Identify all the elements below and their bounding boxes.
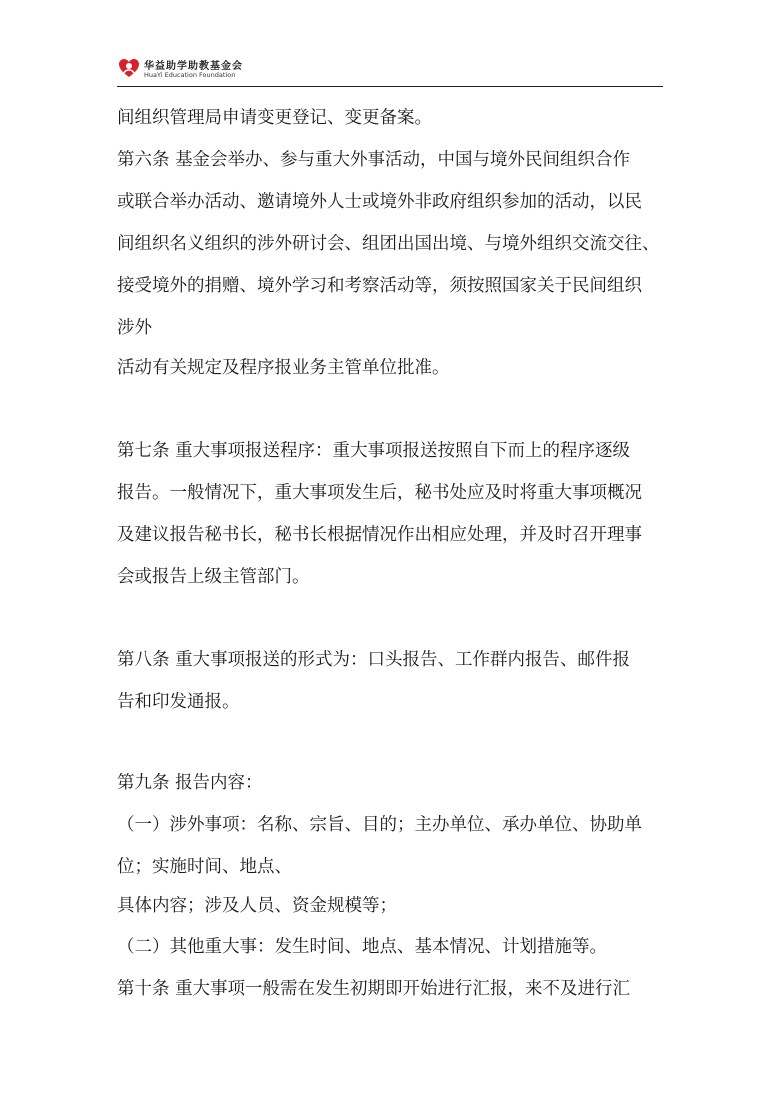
article-9-heading-line: 第九条 报告内容： bbox=[117, 773, 263, 793]
text-line: 间组织名义组织的涉外研讨会、组团出国出境、与境外组织交流交往、 bbox=[117, 234, 660, 254]
text-line: 告和印发通报。 bbox=[117, 692, 240, 712]
list-item-line: （二）其他重大事：发生时间、地点、基本情况、计划措施等。 bbox=[117, 937, 607, 957]
text-line: 具体内容；涉及人员、资金规模等； bbox=[117, 896, 397, 916]
text-line: 间组织管理局申请变更登记、变更备案。 bbox=[117, 108, 432, 128]
article-7-heading-line: 第七条 重大事项报送程序：重大事项报送按照自下而上的程序逐级 bbox=[117, 441, 631, 461]
text-line: 报告。一般情况下，重大事项发生后，秘书处应及时将重大事项概况 bbox=[117, 483, 642, 503]
text-line: 及建议报告秘书长，秘书长根据情况作出相应处理，并及时召开理事 bbox=[117, 525, 642, 545]
page-header bbox=[117, 54, 663, 87]
text-line: 涉外 bbox=[117, 318, 152, 338]
article-6-heading-line: 第六条 基金会举办、参与重大外事活动，中国与境外民间组织合作 bbox=[117, 150, 631, 170]
article-10-heading-line: 第十条 重大事项一般需在发生初期即开始进行汇报，来不及进行汇 bbox=[117, 979, 631, 999]
text-line: 接受境外的捐赠、境外学习和考察活动等，须按照国家关于民间组织 bbox=[117, 276, 642, 296]
article-8-heading-line: 第八条 重大事项报送的形式为：口头报告、工作群内报告、邮件报 bbox=[117, 650, 631, 670]
org-name-cn: 华益助学助教基金会 bbox=[144, 61, 243, 72]
text-line: 会或报告上级主管部门。 bbox=[117, 567, 310, 587]
text-line: 活动有关规定及程序报业务主管单位批准。 bbox=[117, 358, 450, 378]
text-line: 或联合举办活动、邀请境外人士或境外非政府组织参加的活动，以民 bbox=[117, 192, 642, 212]
org-name-en: HuaYi Education Foundation bbox=[144, 71, 236, 79]
list-item-line: （一）涉外事项：名称、宗旨、目的；主办单位、承办单位、协助单 bbox=[117, 815, 642, 835]
foundation-logo-icon bbox=[117, 56, 141, 80]
text-line: 位；实施时间、地点、 bbox=[117, 857, 292, 877]
